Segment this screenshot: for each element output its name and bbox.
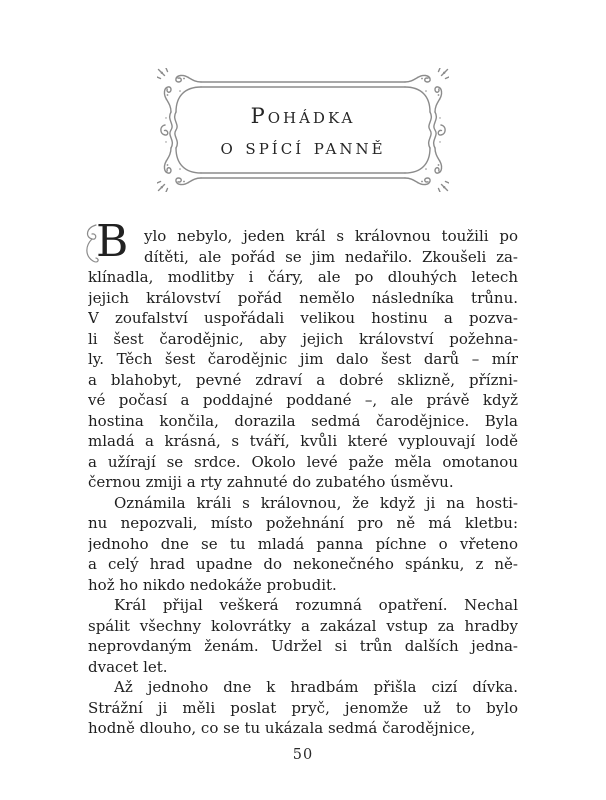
drop-cap-letter: B [96, 216, 129, 267]
text-line: dítěti, ale pořád se jim nedařilo. Zkoušeli za- [144, 247, 518, 266]
text-line: hož ho nikdo nedokáže probudit. [88, 575, 337, 594]
text-line: klínadla, modlitby i čáry, ale po dlouhých letech [88, 268, 518, 286]
page-number: 50 [292, 747, 314, 763]
text-line: spálit všechny kolovrátky a zakázal vstup za hradby [88, 616, 518, 635]
text-line: V zoufalství uspořádali velikou hostinu a pozva- [88, 309, 518, 327]
story [88, 216, 518, 739]
text-line: Oznámila králi s královnou, že když ji na hosti- [114, 493, 518, 512]
text-line: vé počasí a poddajné poddané –, ale právě když [88, 391, 518, 409]
text-line: jejich království pořád nemělo následníka trůnu. [88, 288, 518, 307]
chapter-title [157, 68, 449, 192]
text-line: Strážní ji měli poslat pryč, jenomže už to bylo [88, 698, 518, 717]
text-line: Až jednoho dne k hradbám přišla cizí dívka. [114, 678, 518, 696]
chapter-title-line1: Pohádka [250, 103, 356, 128]
text-line: dvacet let. [88, 657, 168, 676]
paragraph [88, 595, 518, 677]
text-line: mladá a krásná, s tváří, kvůli které vyplouvají lodě [88, 432, 518, 450]
text-line: ly. Těch šest čarodějnic jim dalo šest darů – mír [88, 350, 518, 368]
text-line: nu nepozvali, místo požehnání pro ně má kletbu: [88, 514, 518, 532]
paragraph [88, 677, 518, 739]
paragraph [88, 493, 518, 596]
text-line: hodně dlouho, co se tu ukázala sedmá čarodějnice, [88, 719, 476, 737]
chapter-title-frame [157, 68, 449, 192]
text-line: a užírají se srdce. Okolo levé paže měla omotanou [88, 452, 518, 471]
text-line: a celý hrad upadne do nekonečného spánku, z ně- [88, 555, 518, 573]
text-line: hostina končila, dorazila sedmá čarodějnice. Byla [88, 411, 518, 430]
text-line: li šest čarodějnic, aby jejich království požehna- [88, 329, 518, 348]
text-line: neprovdaným ženám. Udržel si trůn dalších jedna- [88, 637, 518, 655]
text-line: černou zmiji a rty zahnuté do zubatého úsměvu. [88, 473, 454, 491]
text-line: jednoho dne se tu mladá panna píchne o vřeteno [88, 534, 518, 553]
text-line: a blahobyt, pevné zdraví a dobré sklizně, přízni- [88, 370, 518, 389]
paragraph [88, 226, 518, 493]
chapter-title-line2: o spící panně [220, 134, 386, 159]
text-line: ylo nebylo, jeden král s královnou toužili po [144, 227, 518, 245]
text-line: Král přijal veškerá rozumná opatření. Nechal [114, 596, 518, 614]
